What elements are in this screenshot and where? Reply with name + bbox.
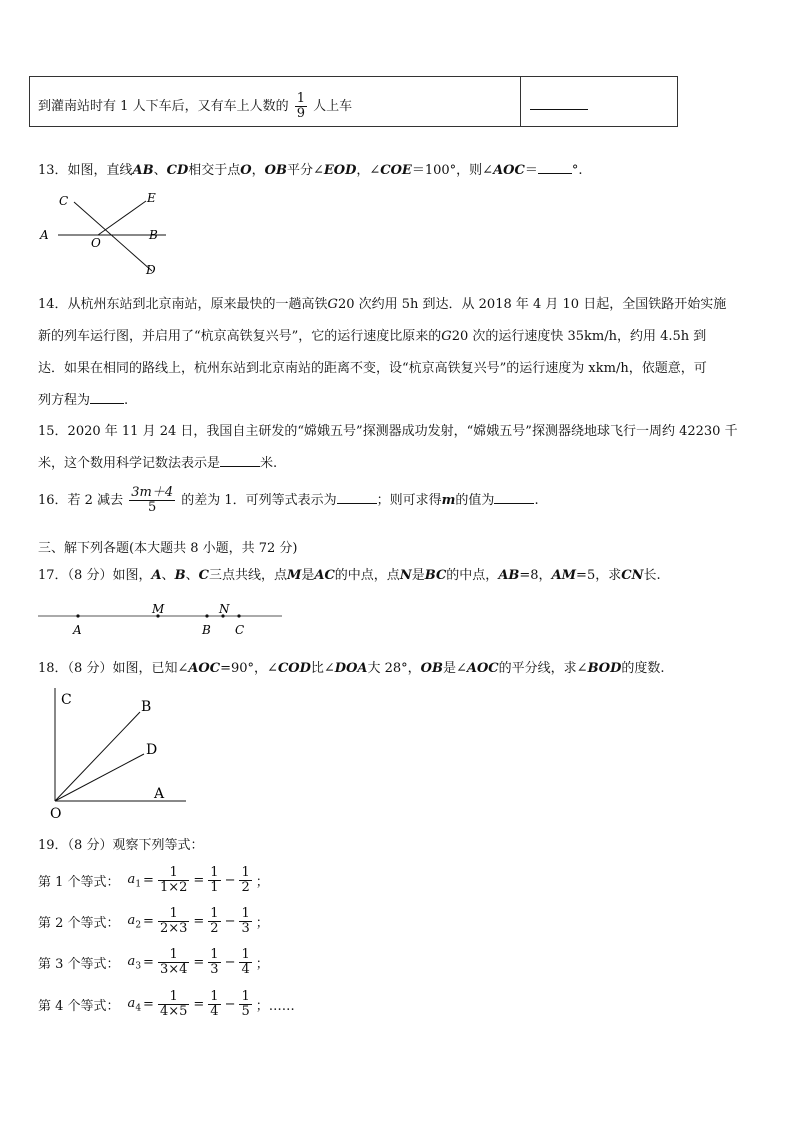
question-15-line2 [38, 452, 277, 471]
math-variable: $a_2$ [127, 912, 142, 931]
q17-figure [36, 600, 286, 640]
fraction [295, 92, 307, 121]
fraction-denominator: 4×5 [159, 1004, 188, 1019]
fraction [158, 866, 189, 895]
text: 的差为 1．可列等式表示为 [181, 493, 337, 508]
equals-sign: = [143, 914, 154, 929]
answer-blank[interactable] [337, 491, 377, 504]
math: COD [277, 661, 311, 676]
fraction [208, 866, 220, 895]
fraction-numerator: 1 [158, 907, 189, 922]
text: =90°，∠ [220, 661, 278, 676]
text: 列方程为 [38, 393, 91, 408]
fraction-denominator: 1 [210, 880, 219, 895]
text: 达．如果在相同的路线上，杭州东站到北京南站的距离不变，设“杭京高铁复兴号”的运行速度为 xkm/h，依题意，可 [38, 361, 707, 376]
fraction [158, 907, 189, 936]
question-18 [38, 657, 665, 676]
math: AOC [466, 661, 499, 676]
math: EOD [323, 163, 357, 178]
fraction [239, 990, 251, 1019]
math-variable: $a_4$ [127, 995, 142, 1014]
math: G [441, 329, 452, 344]
text: 20 次约用 5h 到达．从 2018 年 4 月 10 日起，全国铁路开始实施 [337, 297, 727, 312]
equation-row [38, 948, 269, 977]
answer-blank[interactable] [494, 491, 534, 504]
cell-text: 到灌南站时有 [38, 99, 117, 114]
equals-sign: = [193, 873, 205, 888]
punctuation: ； [255, 916, 269, 931]
math: N [399, 568, 412, 583]
text: 的度数. [621, 661, 665, 676]
fraction-numerator: 1 [296, 91, 306, 106]
fraction [129, 486, 175, 515]
point-c [237, 614, 240, 617]
table-row [29, 76, 678, 127]
fraction [208, 907, 220, 936]
answer-blank[interactable] [530, 95, 588, 110]
fraction-numerator: 1 [210, 947, 219, 962]
text: 相交于点 [188, 163, 241, 178]
section-heading: 三、解下列各题(本大题共 8 小题，共 72 分) [38, 541, 298, 556]
ray-od [55, 754, 144, 801]
label-m: M [152, 602, 165, 616]
question-19-title: 19．（8 分）观察下列等式： [38, 838, 204, 853]
table-divider [520, 77, 521, 126]
minus-sign: − [224, 873, 236, 888]
equation-label: 第 1 个等式： [38, 875, 120, 890]
text: 20 次的运行速度快 35km/h，约用 4.5h 到 [451, 329, 707, 344]
fraction-numerator: 1 [158, 990, 189, 1005]
text: ＝100°，则∠ [411, 163, 494, 178]
punctuation: ； [255, 875, 269, 890]
fraction-denominator: 9 [296, 106, 306, 121]
fraction-denominator: 5 [241, 1004, 250, 1019]
question-15-line1 [38, 420, 738, 439]
label-a: A [73, 623, 82, 637]
label-a: A [154, 786, 165, 802]
text: 是 [411, 568, 425, 583]
fraction-numerator: 1 [241, 906, 250, 921]
equation-label: 第 3 个等式： [38, 957, 120, 972]
label-c: C [61, 692, 72, 708]
text: 三点共线，点 [208, 568, 287, 583]
math: OB [420, 661, 443, 676]
text: 、 [185, 568, 199, 583]
fraction [239, 948, 251, 977]
math: CD [166, 163, 189, 178]
text: 13．如图，直线 [38, 163, 133, 178]
punctuation: ； [255, 957, 269, 972]
text: 18．（8 分）如图，已知∠ [38, 661, 189, 676]
fraction-denominator: 4 [241, 962, 250, 977]
equals-sign: = [143, 955, 154, 970]
label-b: B [202, 623, 211, 637]
text: 新的列车运行图，并启用了“杭京高铁复兴号”，它的运行速度比原来的 [38, 329, 442, 344]
fraction [239, 907, 251, 936]
punctuation: ；…… [255, 999, 295, 1014]
subscript: 4 [135, 1003, 142, 1014]
math: G [327, 297, 338, 312]
math: A [151, 568, 162, 583]
text: 的平分线，求∠ [498, 661, 588, 676]
question-14-line3 [38, 357, 707, 376]
label-b: B [141, 699, 152, 715]
equals-sign: = [143, 997, 154, 1012]
text: . [124, 393, 129, 408]
text: 、 [161, 568, 175, 583]
fraction-denominator: 2 [241, 880, 250, 895]
math: AOC [493, 163, 525, 178]
text: 平分∠ [286, 163, 324, 178]
label-d: D [146, 742, 158, 758]
equation-row [38, 990, 295, 1019]
math: OB [264, 163, 287, 178]
line-cd [74, 202, 152, 271]
ray-ob [55, 712, 140, 801]
question-13 [38, 159, 583, 178]
equals-sign: = [143, 873, 154, 888]
text: 米，这个数用科学记数法表示是 [38, 456, 221, 471]
fraction-numerator: 1 [241, 865, 250, 880]
text: 14．从杭州东站到北京南站，原来最快的一趟高铁 [38, 297, 328, 312]
label-n: N [219, 602, 230, 616]
fraction-numerator: 1 [210, 906, 219, 921]
equation-label: 第 2 个等式： [38, 916, 120, 931]
text: 大 28°， [367, 661, 421, 676]
question-17 [38, 564, 661, 583]
math: AC [314, 568, 335, 583]
minus-sign: − [224, 997, 236, 1012]
question-14-line1 [38, 293, 726, 312]
math: DOA [334, 661, 368, 676]
text: 15．2020 年 11 月 24 日，我国自主研发的“嫦娥五号”探测器成功发射，“嫦娥五号”探测器绕地球飞行一周约 42230 千 [38, 424, 738, 439]
text: =8， [519, 568, 552, 583]
math-variable: $a_3$ [127, 953, 142, 972]
text: ＝ [524, 163, 538, 178]
fraction-denominator: 2×3 [159, 921, 188, 936]
fraction-numerator: 1 [158, 948, 189, 963]
fraction-numerator: 3m＋4 [131, 485, 174, 500]
fraction-numerator: 1 [241, 989, 250, 1004]
minus-sign: − [224, 955, 236, 970]
text: ， [251, 163, 265, 178]
cell-text: 人下车后，又有车上人数的 [132, 99, 289, 114]
q18-figure [46, 684, 191, 822]
text: 17．（8 分）如图， [38, 568, 152, 583]
subscript: 1 [135, 879, 142, 890]
q13-figure [36, 186, 176, 282]
subscript: 3 [135, 961, 142, 972]
text: 的中点， [446, 568, 499, 583]
text: . [534, 493, 539, 508]
text: 的中点，点 [334, 568, 400, 583]
point-a [76, 614, 79, 617]
text: 的值为 [455, 493, 495, 508]
math-variable: $a_1$ [127, 871, 142, 890]
text: 16．若 2 减去 [38, 493, 124, 508]
equation-row [38, 907, 269, 936]
answer-blank[interactable] [90, 391, 124, 404]
question-14-line2 [38, 325, 706, 344]
subscript: 2 [135, 920, 142, 931]
answer-blank[interactable] [220, 454, 260, 467]
fraction-numerator: 1 [210, 989, 219, 1004]
text: ，∠ [356, 163, 381, 178]
fraction [208, 990, 220, 1019]
math: AB [498, 568, 520, 583]
fraction-denominator: 4 [210, 1004, 219, 1019]
cell-number: 1 [120, 99, 129, 114]
math: O [240, 163, 252, 178]
math: AB [132, 163, 154, 178]
equals-sign: = [193, 997, 205, 1012]
point-b [205, 614, 208, 617]
equation-label: 第 4 个等式： [38, 999, 120, 1014]
math: AOC [188, 661, 221, 676]
math: BC [424, 568, 447, 583]
fraction [208, 948, 220, 977]
math: C [198, 568, 209, 583]
label-o: O [50, 806, 62, 822]
label-d: D [146, 263, 156, 277]
text: 长. [643, 568, 661, 583]
label-o: O [91, 236, 101, 250]
answer-blank[interactable] [538, 161, 572, 174]
label-c: C [235, 623, 245, 637]
math: M [286, 568, 302, 583]
math: AM [551, 568, 577, 583]
fraction [158, 990, 189, 1019]
text: 、 [153, 163, 167, 178]
ray-oe [98, 201, 146, 235]
text: 比∠ [310, 661, 335, 676]
fraction-numerator: 1 [241, 947, 250, 962]
fraction-denominator: 3 [241, 921, 250, 936]
label-b: B [149, 228, 158, 242]
math: m [441, 493, 456, 508]
table-cell-text [38, 92, 352, 121]
fraction [239, 866, 251, 895]
text: 米. [260, 456, 278, 471]
math: BOD [587, 661, 622, 676]
equation-row [38, 866, 269, 895]
label-e: E [147, 191, 156, 205]
text: ；则可求得 [376, 493, 442, 508]
fraction-denominator: 3×4 [159, 962, 188, 977]
cell-text: 人上车 [313, 99, 353, 114]
fraction-denominator: 5 [148, 500, 157, 515]
minus-sign: − [224, 914, 236, 929]
equals-sign: = [193, 955, 205, 970]
fraction-numerator: 1 [158, 866, 189, 881]
math: COE [380, 163, 412, 178]
text: 是 [301, 568, 315, 583]
math: B [174, 568, 186, 583]
text: =5，求 [576, 568, 622, 583]
question-14-line4 [38, 389, 128, 408]
fraction-denominator: 2 [210, 921, 219, 936]
question-16 [38, 486, 539, 515]
text: 是∠ [442, 661, 467, 676]
label-a: A [40, 228, 49, 242]
label-c: C [59, 194, 69, 208]
fraction [158, 948, 189, 977]
math: CN [621, 568, 644, 583]
equals-sign: = [193, 914, 205, 929]
fraction-denominator: 1×2 [159, 880, 188, 895]
fraction-numerator: 1 [210, 865, 219, 880]
text: °. [571, 163, 583, 178]
fraction-denominator: 3 [210, 962, 219, 977]
